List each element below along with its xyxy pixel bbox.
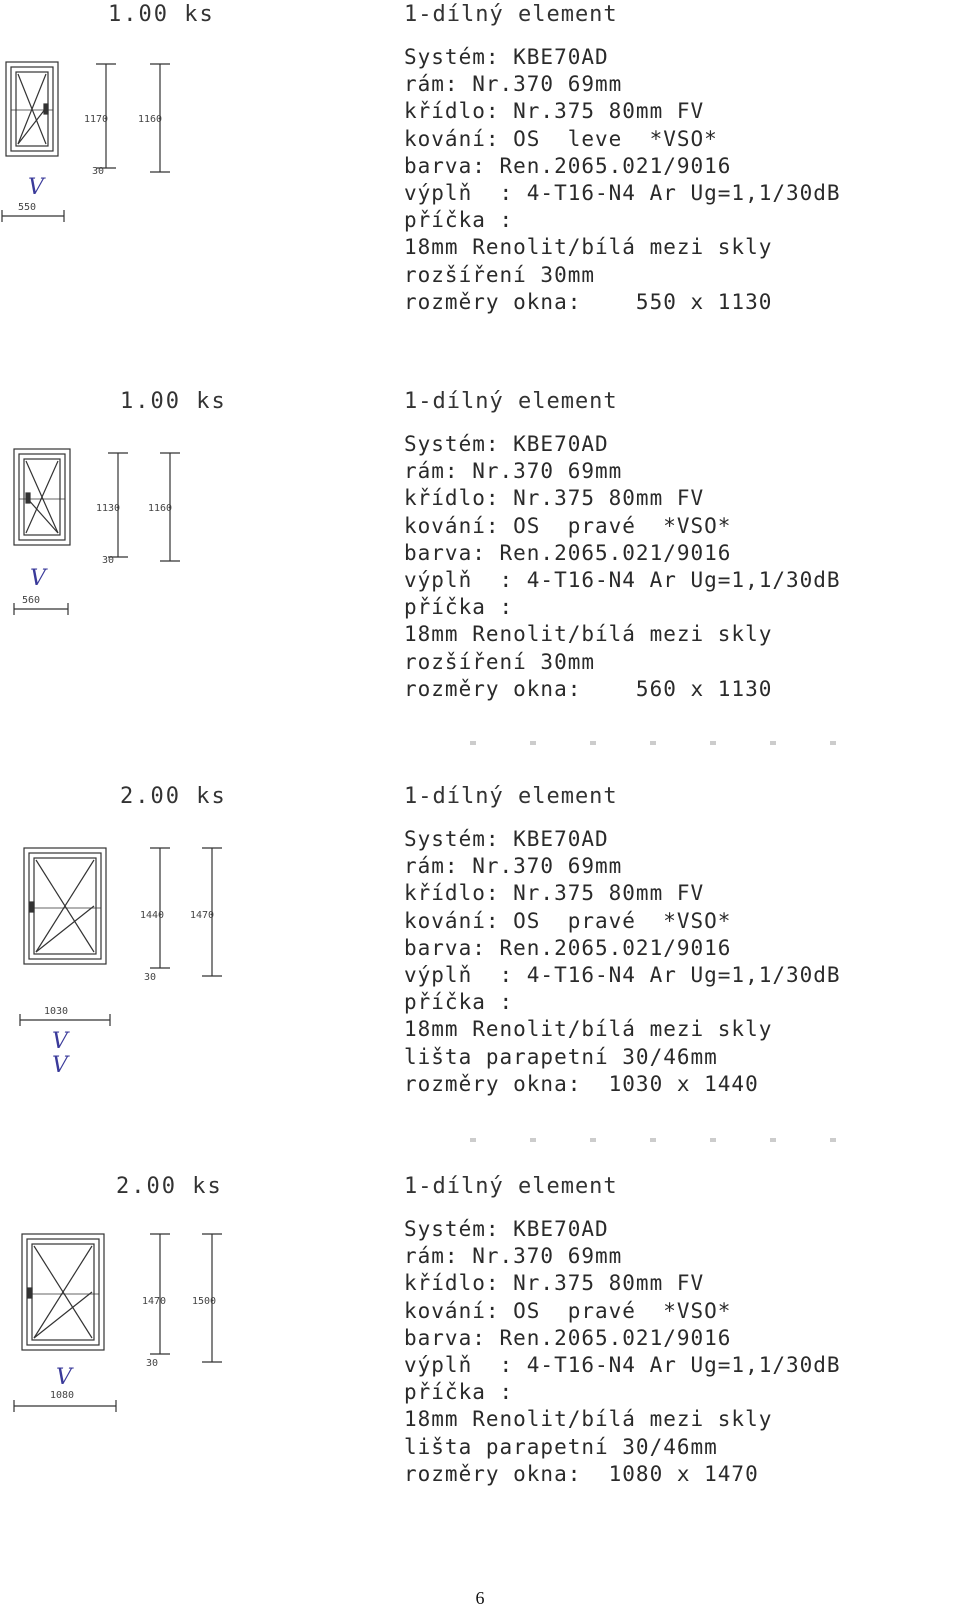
dimension-label: 30 bbox=[92, 166, 105, 177]
element-title: 1-dílný element bbox=[404, 2, 618, 27]
spec-lines bbox=[404, 826, 841, 1098]
spec-line: rám: Nr.370 69mm bbox=[404, 1244, 623, 1269]
spec-line: 18mm Renolit/bílá mezi skly bbox=[404, 235, 773, 260]
quantity: 1.00 ks bbox=[120, 389, 227, 414]
dimension-label: 1130 bbox=[96, 503, 121, 514]
check-mark: V bbox=[52, 1029, 68, 1054]
width-label: 560 bbox=[22, 595, 41, 606]
spec-line: barva: Ren.2065.021/9016 bbox=[404, 153, 732, 178]
spec-line: lišta parapetní 30/46mm bbox=[404, 1434, 718, 1459]
spec-line: Systém: KBE70AD bbox=[404, 432, 609, 456]
cutoff-line bbox=[470, 741, 880, 745]
dimension-label: 1440 bbox=[140, 910, 165, 921]
element-title: 1-dílný element bbox=[404, 784, 618, 809]
quantity: 1.00 ks bbox=[108, 2, 215, 27]
dimension-label: 1470 bbox=[142, 1296, 167, 1307]
dimension-label: 1470 bbox=[190, 910, 215, 921]
spec-line: rozměry okna: 550 x 1130 bbox=[404, 289, 773, 314]
quantity: 2.00 ks bbox=[116, 1174, 223, 1199]
spec-line: rozměry okna: 1080 x 1470 bbox=[404, 1461, 759, 1486]
spec-line: rám: Nr.370 69mm bbox=[404, 459, 623, 484]
spec-line: Systém: KBE70AD bbox=[404, 1217, 609, 1241]
spec-line: výplň : 4-T16-N4 Ar Ug=1,1/30dB bbox=[404, 1352, 841, 1377]
spec-line: křídlo: Nr.375 80mm FV bbox=[404, 1271, 705, 1296]
window-drawing bbox=[0, 1228, 240, 1428]
spec-block bbox=[404, 782, 841, 1098]
page-number: 6 bbox=[475, 1588, 485, 1608]
check-mark: V bbox=[28, 175, 44, 200]
spec-line: kování: OS pravé *VSO* bbox=[404, 1298, 732, 1323]
dimension-label: 30 bbox=[102, 555, 115, 566]
width-label: 1080 bbox=[50, 1390, 75, 1401]
spec-lines bbox=[404, 431, 841, 703]
spec-line: výplň : 4-T16-N4 Ar Ug=1,1/30dB bbox=[404, 567, 841, 592]
window-drawing bbox=[0, 58, 200, 238]
spec-line: příčka : bbox=[404, 1380, 514, 1405]
spec-line: příčka : bbox=[404, 595, 514, 620]
spec-line: Systém: KBE70AD bbox=[404, 827, 609, 851]
spec-line: barva: Ren.2065.021/9016 bbox=[404, 935, 732, 960]
spec-line: křídlo: Nr.375 80mm FV bbox=[404, 99, 705, 124]
element-title: 1-dílný element bbox=[404, 389, 618, 414]
width-label: 1030 bbox=[44, 1006, 69, 1017]
spec-line: Systém: KBE70AD bbox=[404, 45, 609, 69]
width-label: 550 bbox=[18, 202, 37, 213]
spec-line: barva: Ren.2065.021/9016 bbox=[404, 540, 732, 565]
dimension-label: 1160 bbox=[148, 503, 173, 514]
cutoff-line bbox=[470, 1138, 880, 1142]
spec-line: kování: OS pravé *VSO* bbox=[404, 908, 732, 933]
spec-line: rozměry okna: 560 x 1130 bbox=[404, 676, 773, 701]
spec-line: příčka : bbox=[404, 208, 514, 233]
spec-line: rozměry okna: 1030 x 1440 bbox=[404, 1071, 759, 1096]
spec-line: křídlo: Nr.375 80mm FV bbox=[404, 486, 705, 511]
spec-block bbox=[404, 0, 841, 316]
spec-block bbox=[404, 1172, 841, 1488]
spec-block bbox=[404, 387, 841, 703]
dimension-label: 1160 bbox=[138, 114, 163, 125]
dimension-label: 30 bbox=[144, 972, 157, 983]
dimension-label: 1500 bbox=[192, 1296, 217, 1307]
spec-lines bbox=[404, 44, 841, 316]
quantity: 2.00 ks bbox=[120, 784, 227, 809]
window-drawing bbox=[0, 447, 200, 627]
spec-line: rozšíření 30mm bbox=[404, 649, 596, 674]
spec-line: 18mm Renolit/bílá mezi skly bbox=[404, 1407, 773, 1432]
spec-lines bbox=[404, 1216, 841, 1488]
spec-line: rám: Nr.370 69mm bbox=[404, 72, 623, 97]
spec-line: výplň : 4-T16-N4 Ar Ug=1,1/30dB bbox=[404, 962, 841, 987]
spec-line: lišta parapetní 30/46mm bbox=[404, 1044, 718, 1069]
spec-line: barva: Ren.2065.021/9016 bbox=[404, 1325, 732, 1350]
window-drawing bbox=[0, 840, 240, 1078]
spec-line: křídlo: Nr.375 80mm FV bbox=[404, 881, 705, 906]
window-frame bbox=[6, 62, 58, 156]
check-mark: V bbox=[52, 1053, 68, 1078]
spec-line: rozšíření 30mm bbox=[404, 262, 596, 287]
spec-line: kování: OS leve *VSO* bbox=[404, 126, 718, 151]
element-title: 1-dílný element bbox=[404, 1174, 618, 1199]
dimension-label: 1170 bbox=[84, 114, 109, 125]
spec-line: výplň : 4-T16-N4 Ar Ug=1,1/30dB bbox=[404, 180, 841, 205]
spec-line: rám: Nr.370 69mm bbox=[404, 854, 623, 879]
dimension-label: 30 bbox=[146, 1358, 159, 1369]
spec-line: příčka : bbox=[404, 990, 514, 1015]
spec-line: 18mm Renolit/bílá mezi skly bbox=[404, 622, 773, 647]
check-mark: V bbox=[56, 1365, 72, 1390]
check-mark: V bbox=[30, 566, 46, 591]
spec-line: 18mm Renolit/bílá mezi skly bbox=[404, 1017, 773, 1042]
spec-line: kování: OS pravé *VSO* bbox=[404, 513, 732, 538]
